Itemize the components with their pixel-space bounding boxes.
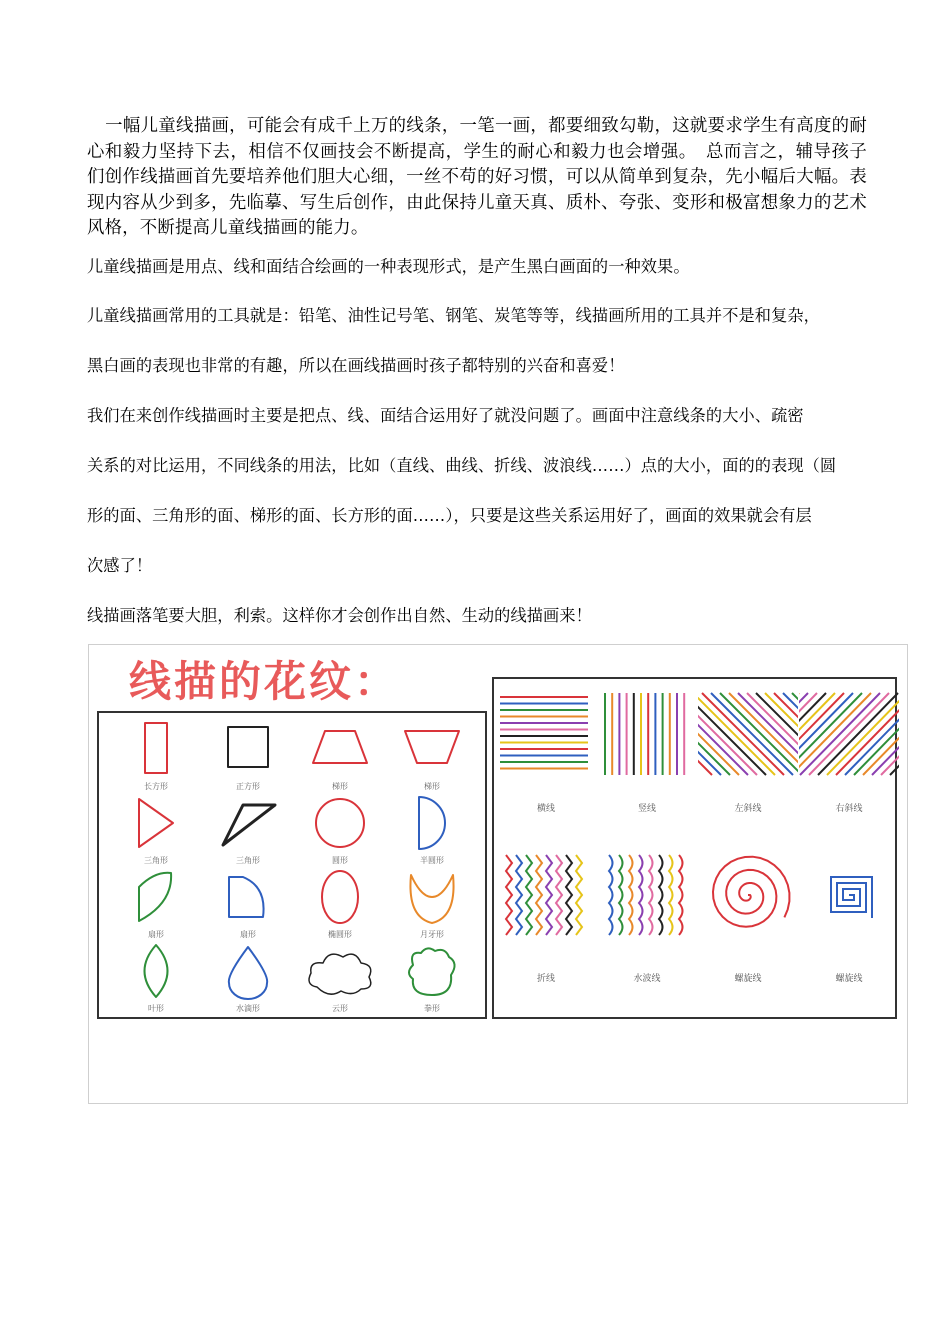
fist-shape-icon <box>387 941 477 1003</box>
line-pattern-figure <box>88 644 908 1104</box>
shape-caption: 扇形 <box>148 930 164 939</box>
shape-cell-water-drop <box>203 941 293 1031</box>
text-line-2: 儿童线描画常用的工具就是：铅笔、油性记号笔、钢笔、炭笔等等，线描画所用的工具并不是和复杂， <box>87 306 820 325</box>
water-drop-icon <box>203 941 293 1003</box>
round-spiral-icon <box>698 849 798 941</box>
shape-caption: 椭圆形 <box>328 930 352 939</box>
text-line-4: 我们在来创作线描画时主要是把点、线、面结合运用好了就没问题了。画面中注意线条的大小、疏密 <box>87 406 804 425</box>
intro-paragraph <box>87 114 867 242</box>
right-triangle-icon <box>203 793 293 855</box>
shape-caption: 三角形 <box>144 856 168 865</box>
pattern-caption: 右斜线 <box>835 804 863 814</box>
text-line-5: 关系的对比运用，不同线条的用法，比如（直线、曲线、折线、波浪线……）点的大小，面的的表现（圆 <box>87 456 837 475</box>
shape-cell-fist-shape <box>387 941 477 1031</box>
shape-caption: 圆形 <box>332 856 348 865</box>
leaf-icon <box>111 941 201 1003</box>
square-spiral-icon <box>799 849 899 941</box>
text-line-7: 次感了！ <box>87 556 153 575</box>
shape-caption: 正方形 <box>236 782 260 791</box>
pattern-cell-horizontal-lines <box>496 689 596 829</box>
shape-caption: 半圆形 <box>420 856 444 865</box>
sector-2-icon <box>203 867 293 929</box>
pattern-caption: 左斜线 <box>734 804 762 814</box>
left-diagonal-lines-icon <box>698 689 798 781</box>
square-icon <box>203 719 293 781</box>
figure-title: 线描的花纹： <box>129 657 400 706</box>
shapes-panel <box>97 711 487 1019</box>
shape-caption: 云形 <box>332 1004 348 1013</box>
pattern-cell-left-diagonal-lines <box>698 689 798 829</box>
pattern-cell-round-spiral <box>698 849 798 989</box>
vertical-lines-icon <box>597 689 697 781</box>
pattern-caption: 螺旋线 <box>734 974 762 984</box>
zigzag-lines-icon <box>496 849 596 941</box>
text-line-6: 形的面、三角形的面、梯形的面、长方形的面……），只要是这些关系运用好了，画面的效果就会有层 <box>87 506 812 525</box>
text-line-8: 线描画落笔要大胆，利索。这样你才会创作出自然、生动的线描画来！ <box>87 606 592 625</box>
right-diagonal-lines-icon <box>799 689 899 781</box>
pattern-cell-right-diagonal-lines <box>799 689 899 829</box>
pattern-caption: 竖线 <box>637 804 656 814</box>
crescent-icon <box>387 867 477 929</box>
pattern-caption: 螺旋线 <box>835 974 863 984</box>
trapezoid-icon <box>295 719 385 781</box>
text-line-1: 儿童线描画是用点、线和面结合绘画的一种表现形式，是产生黑白画面的一种效果。 <box>87 257 690 276</box>
shape-caption: 长方形 <box>144 782 168 791</box>
patterns-panel <box>492 677 897 1019</box>
shape-cell-leaf <box>111 941 201 1031</box>
shape-caption: 拳形 <box>424 1004 440 1013</box>
pattern-caption: 横线 <box>536 804 555 814</box>
shape-caption: 三角形 <box>236 856 260 865</box>
half-circle-icon <box>387 793 477 855</box>
shape-caption: 水滴形 <box>236 1004 260 1013</box>
circle-icon <box>295 793 385 855</box>
shape-caption: 梯形 <box>332 782 348 791</box>
shape-cell-cloud <box>295 941 385 1031</box>
pattern-cell-wavy-lines <box>597 849 697 989</box>
shape-caption: 扇形 <box>240 930 256 939</box>
shape-caption: 叶形 <box>148 1004 164 1013</box>
inverted-trapezoid-icon <box>387 719 477 781</box>
pattern-cell-square-spiral <box>799 849 899 989</box>
shape-caption: 月牙形 <box>420 930 444 939</box>
pattern-caption: 水波线 <box>633 974 661 984</box>
triangle-icon <box>111 793 201 855</box>
rectangle-icon <box>111 719 201 781</box>
wavy-lines-icon <box>597 849 697 941</box>
cloud-icon <box>295 941 385 1003</box>
pattern-cell-vertical-lines <box>597 689 697 829</box>
intro-text: 一幅儿童线描画，可能会有成千上万的线条，一笔一画，都要细致勾勒，这就要求学生有高度的耐心和毅力坚持下去，相信不仅画技会不断提高，学生的耐心和毅力也会增强。 总而言之，辅导孩子们创作线描画首先要培养他们胆大心细，一丝不苟的好习惯，可以从简单到复杂，先小幅后大幅。表现内容从少到多，先临摹、写生后创作，由此保持儿童天真、质朴、夸张、变形和极富想象力的艺术风格，不断提高儿童线描画的能力。 <box>87 116 867 238</box>
text-line-3: 黑白画的表现也非常的有趣，所以在画线描画时孩子都特别的兴奋和喜爱！ <box>87 356 625 375</box>
sector-icon <box>111 867 201 929</box>
ellipse-icon <box>295 867 385 929</box>
pattern-cell-zigzag-lines <box>496 849 596 989</box>
shape-caption: 梯形 <box>424 782 440 791</box>
horizontal-lines-icon <box>496 689 596 781</box>
pattern-caption: 折线 <box>536 974 555 984</box>
